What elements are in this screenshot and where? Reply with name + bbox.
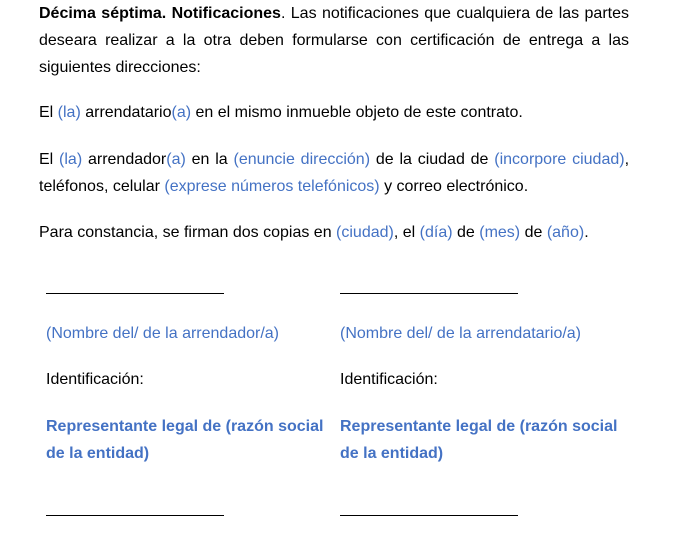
signature-line-landlord-rep: [46, 515, 224, 516]
tenant-name-placeholder: (Nombre del/ de la arrendatario/a): [340, 325, 582, 342]
signature-line-landlord: [46, 293, 224, 294]
notifications-clause: [39, 0, 629, 81]
placeholder-phones: (exprese números telefónicos): [164, 178, 380, 195]
clause-intro: . Las notificaciones que cualquiera de las partes deseara realizar a la otra deben formularse con certificación de entrega a las siguientes direcciones:: [39, 5, 630, 76]
landlord-address-paragraph: [39, 146, 629, 200]
signature-line-tenant: [340, 293, 518, 294]
placeholder-address: (enuncie dirección): [233, 151, 371, 168]
tenant-address-paragraph: [39, 99, 629, 126]
text-run: El: [39, 151, 60, 168]
placeholder-year: (año): [546, 224, 585, 241]
text-run: y correo electrónico.: [379, 178, 529, 195]
text-run: de la ciudad de: [370, 151, 495, 168]
closing-paragraph: [39, 219, 629, 246]
rep-line-1: Representante legal de (razón social: [340, 418, 618, 435]
text-run: arrendador: [82, 151, 167, 168]
signature-line-tenant-rep: [340, 515, 518, 516]
text-run: , teléfonos, celular: [39, 151, 630, 195]
text-run: de: [452, 224, 480, 241]
text-run: en el mismo inmueble objeto de este contrato.: [191, 104, 523, 121]
placeholder-a: (a): [171, 104, 192, 121]
landlord-legal-rep: [46, 413, 331, 467]
rep-line-1: Representante legal de (razón social: [46, 418, 324, 435]
text-run: en la: [185, 151, 234, 168]
landlord-id-label: Identificación:: [46, 371, 144, 388]
landlord-name-placeholder: (Nombre del/ de la arrendador/a): [46, 325, 280, 342]
text-run: El: [39, 104, 58, 121]
tenant-id-label: Identificación:: [340, 371, 438, 388]
text-run: .: [584, 224, 589, 241]
clause-title: Décima séptima. Notificaciones: [39, 5, 281, 22]
text-run: arrendatario: [80, 104, 172, 121]
rep-line-2: de la entidad): [340, 445, 444, 462]
text-run: de: [520, 224, 547, 241]
text-run: Para constancia, se firman dos copias en: [39, 224, 337, 241]
placeholder-day: (día): [419, 224, 453, 241]
placeholder-la: (la): [59, 151, 83, 168]
text-run: , el: [393, 224, 420, 241]
placeholder-la: (la): [57, 104, 81, 121]
placeholder-city: (incorpore ciudad): [494, 151, 625, 168]
placeholder-city: (ciudad): [336, 224, 394, 241]
placeholder-a: (a): [166, 151, 186, 168]
tenant-legal-rep: [340, 413, 625, 467]
placeholder-month: (mes): [479, 224, 521, 241]
rep-line-2: de la entidad): [46, 445, 150, 462]
